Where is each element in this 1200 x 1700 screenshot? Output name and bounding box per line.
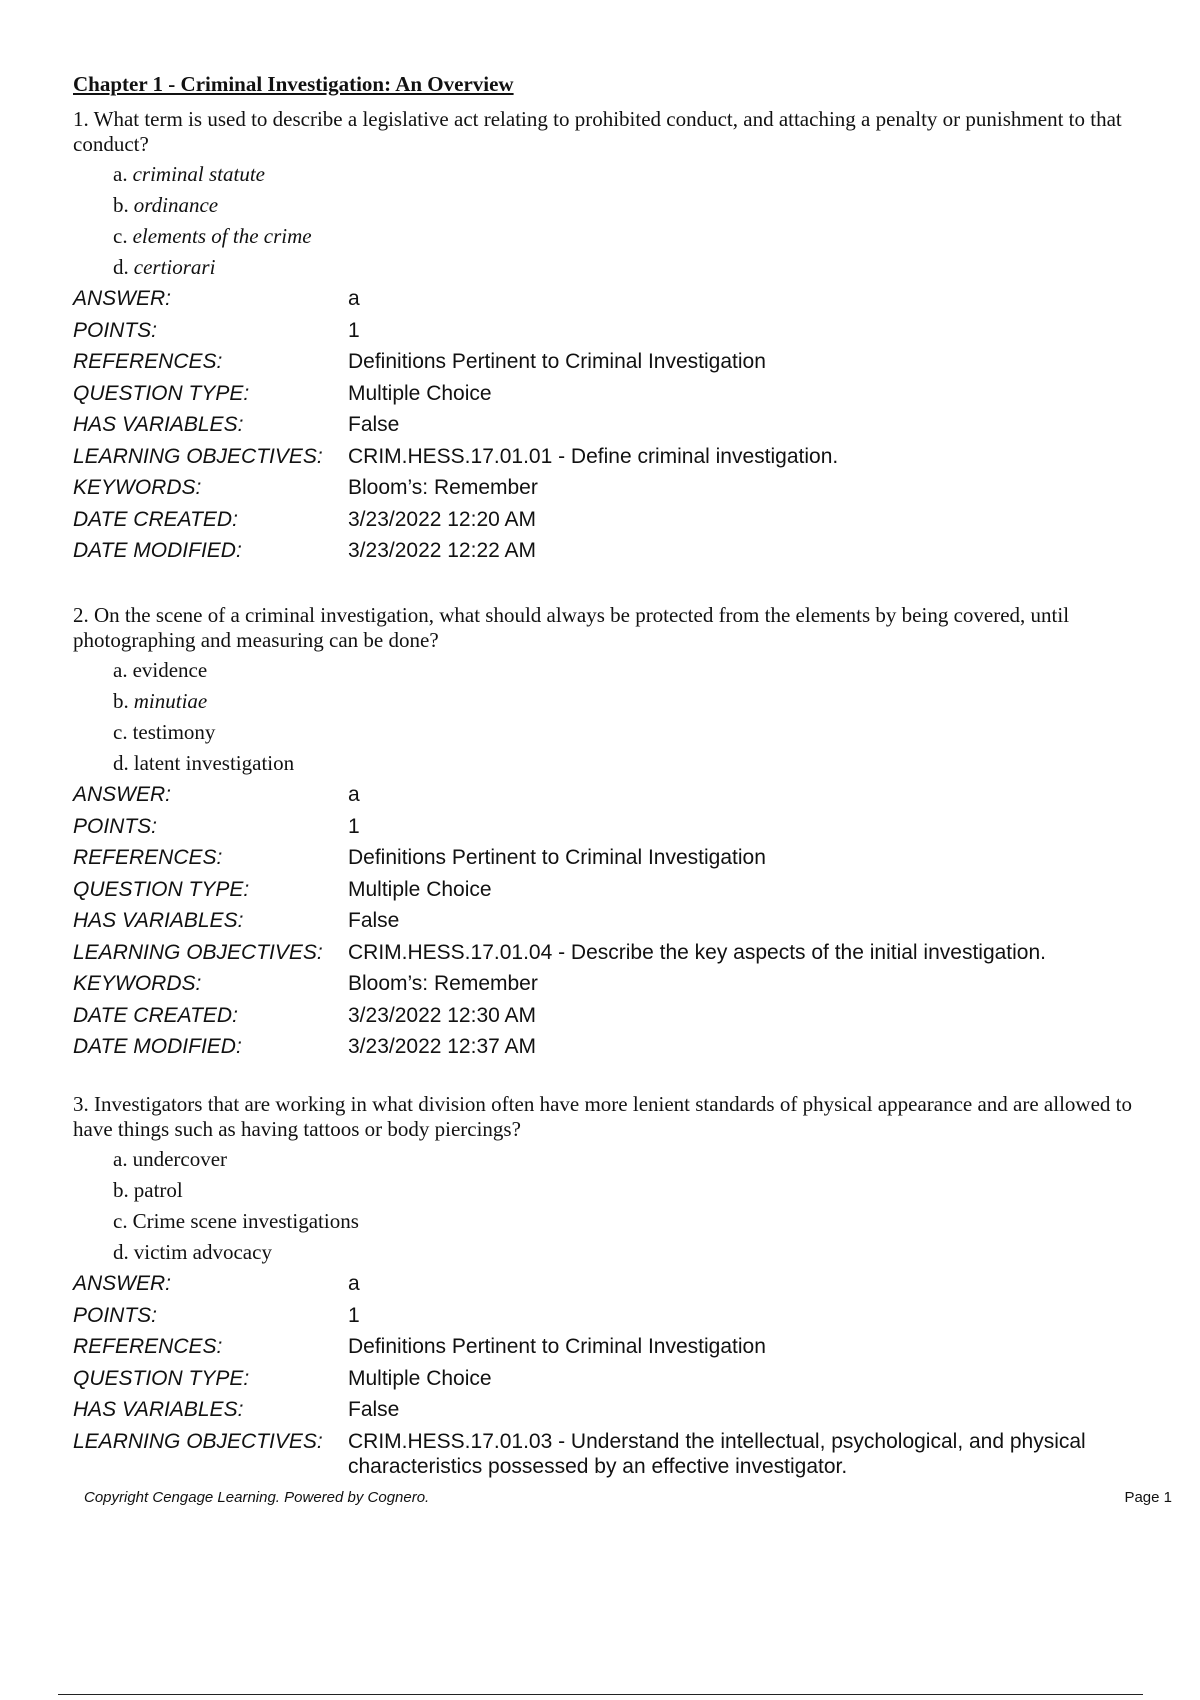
question-type-row xyxy=(73,378,1153,410)
points-label: POINTS: xyxy=(73,1303,158,1327)
learning-objectives-value: CRIM.HESS.17.01.04 - Describe the key aspects of the initial investigation. xyxy=(348,940,1047,964)
references-label: REFERENCES: xyxy=(73,846,223,869)
option-text: minutiae xyxy=(133,689,208,713)
option-text: evidence xyxy=(132,658,208,682)
option-text: testimony xyxy=(132,720,216,744)
option-d xyxy=(113,748,1153,779)
answer-row xyxy=(73,1268,1153,1300)
option-letter: a. xyxy=(113,658,128,682)
learning-objectives-row xyxy=(73,937,1153,969)
question-metadata xyxy=(73,779,1153,1063)
option-letter: a. xyxy=(113,1147,128,1171)
question-type-value: Multiple Choice xyxy=(348,381,492,405)
option-a xyxy=(113,655,1153,686)
date-modified-value: 3/23/2022 12:37 AM xyxy=(348,1035,536,1058)
question-type-row xyxy=(73,874,1153,906)
references-value: Definitions Pertinent to Criminal Investigation xyxy=(348,1335,766,1358)
option-b xyxy=(113,1175,1153,1206)
copyright-footer: Copyright Cengage Learning. Powered by Cognero. xyxy=(84,1489,430,1506)
question-metadata xyxy=(73,283,1153,567)
question-type-value: Multiple Choice xyxy=(348,1366,492,1390)
question-block xyxy=(73,603,1153,1063)
question-text: 2. On the scene of a criminal investigation, what should always be protected from the elements by being covered, until photographing and measuring can be done? xyxy=(73,603,1070,652)
question-type-label: QUESTION TYPE: xyxy=(73,1366,250,1390)
answer-options xyxy=(113,655,1153,779)
keywords-row xyxy=(73,472,1153,504)
option-letter: c. xyxy=(113,224,128,248)
option-letter: d. xyxy=(113,751,129,775)
option-letter: d. xyxy=(113,255,129,279)
points-row xyxy=(73,315,1153,347)
keywords-row xyxy=(73,968,1153,1000)
page-number: Page 1 xyxy=(1124,1489,1172,1506)
answer-label: ANSWER: xyxy=(73,287,172,310)
answer-value: a xyxy=(348,287,360,310)
answer-row xyxy=(73,283,1153,315)
bottom-divider xyxy=(58,1694,1143,1695)
option-c xyxy=(113,221,1153,252)
option-a xyxy=(113,1144,1153,1175)
references-value: Definitions Pertinent to Criminal Investigation xyxy=(348,846,766,869)
keywords-value: Bloom’s: Remember xyxy=(348,972,538,995)
option-text: Crime scene investigations xyxy=(132,1209,359,1233)
references-label: REFERENCES: xyxy=(73,350,223,373)
learning-objectives-value: CRIM.HESS.17.01.01 - Define criminal investigation. xyxy=(348,444,839,468)
points-value: 1 xyxy=(348,1303,360,1327)
date-modified-label: DATE MODIFIED: xyxy=(73,539,242,562)
question-text: 1. What term is used to describe a legislative act relating to prohibited conduct, and attaching a penalty or punishment to that conduct? xyxy=(73,107,1122,156)
learning-objectives-row xyxy=(73,1426,1153,1479)
points-value: 1 xyxy=(348,814,360,838)
option-text: ordinance xyxy=(133,193,219,217)
answer-options xyxy=(113,1144,1153,1268)
points-label: POINTS: xyxy=(73,318,158,342)
learning-objectives-label: LEARNING OBJECTIVES: xyxy=(73,940,323,964)
keywords-label: KEYWORDS: xyxy=(73,972,202,995)
option-c xyxy=(113,717,1153,748)
question-type-value: Multiple Choice xyxy=(348,877,492,901)
option-d xyxy=(113,252,1153,283)
question-block xyxy=(73,1092,1153,1479)
learning-objectives-label: LEARNING OBJECTIVES: xyxy=(73,1429,323,1453)
option-letter: d. xyxy=(113,1240,129,1264)
question-text: 3. Investigators that are working in what division often have more lenient standards of physical appearance and are allowed to have things such as having tattoos or body piercings? xyxy=(73,1092,1132,1141)
option-text: elements of the crime xyxy=(132,224,312,248)
references-row xyxy=(73,842,1153,874)
option-letter: a. xyxy=(113,162,128,186)
option-text: latent investigation xyxy=(133,751,295,775)
option-b xyxy=(113,190,1153,221)
question-block xyxy=(73,107,1153,567)
question-type-row xyxy=(73,1363,1153,1395)
answer-row xyxy=(73,779,1153,811)
references-label: REFERENCES: xyxy=(73,1335,223,1358)
date-created-value: 3/23/2022 12:30 AM xyxy=(348,1003,536,1027)
date-modified-row xyxy=(73,535,1153,567)
question-metadata xyxy=(73,1268,1153,1479)
answer-options xyxy=(113,159,1153,283)
option-text: patrol xyxy=(133,1178,183,1202)
answer-value: a xyxy=(348,1272,360,1295)
has-variables-label: HAS VARIABLES: xyxy=(73,1398,244,1421)
question-type-label: QUESTION TYPE: xyxy=(73,877,250,901)
question-type-label: QUESTION TYPE: xyxy=(73,381,250,405)
option-a xyxy=(113,159,1153,190)
has-variables-value: False xyxy=(348,413,400,436)
date-created-value: 3/23/2022 12:20 AM xyxy=(348,507,536,531)
learning-objectives-label: LEARNING OBJECTIVES: xyxy=(73,444,323,468)
option-letter: c. xyxy=(113,720,128,744)
option-letter: c. xyxy=(113,1209,128,1233)
chapter-title: Chapter 1 - Criminal Investigation: An Overview xyxy=(73,72,514,96)
learning-objectives-row xyxy=(73,441,1153,473)
has-variables-row xyxy=(73,905,1153,937)
answer-label: ANSWER: xyxy=(73,783,172,806)
points-value: 1 xyxy=(348,318,360,342)
date-modified-row xyxy=(73,1031,1153,1063)
points-row xyxy=(73,811,1153,843)
date-created-label: DATE CREATED: xyxy=(73,507,238,531)
references-row xyxy=(73,346,1153,378)
option-text: certiorari xyxy=(133,255,216,279)
date-created-row xyxy=(73,1000,1153,1032)
date-created-label: DATE CREATED: xyxy=(73,1003,238,1027)
option-c xyxy=(113,1206,1153,1237)
has-variables-row xyxy=(73,409,1153,441)
option-text: undercover xyxy=(132,1147,228,1171)
has-variables-value: False xyxy=(348,1398,400,1421)
option-text: criminal statute xyxy=(132,162,265,186)
has-variables-row xyxy=(73,1394,1153,1426)
answer-value: a xyxy=(348,783,360,806)
keywords-value: Bloom’s: Remember xyxy=(348,476,538,499)
answer-label: ANSWER: xyxy=(73,1272,172,1295)
option-b xyxy=(113,686,1153,717)
has-variables-value: False xyxy=(348,909,400,932)
date-modified-label: DATE MODIFIED: xyxy=(73,1035,242,1058)
date-created-row xyxy=(73,504,1153,536)
option-letter: b. xyxy=(113,193,129,217)
option-text: victim advocacy xyxy=(133,1240,272,1264)
points-label: POINTS: xyxy=(73,814,158,838)
option-letter: b. xyxy=(113,1178,129,1202)
references-row xyxy=(73,1331,1153,1363)
references-value: Definitions Pertinent to Criminal Investigation xyxy=(348,350,766,373)
date-modified-value: 3/23/2022 12:22 AM xyxy=(348,539,536,562)
keywords-label: KEYWORDS: xyxy=(73,476,202,499)
option-letter: b. xyxy=(113,689,129,713)
has-variables-label: HAS VARIABLES: xyxy=(73,413,244,436)
learning-objectives-value: CRIM.HESS.17.01.03 - Understand the intellectual, psychological, and physical characteristics possessed by an effective investigator. xyxy=(348,1429,1086,1478)
option-d xyxy=(113,1237,1153,1268)
has-variables-label: HAS VARIABLES: xyxy=(73,909,244,932)
points-row xyxy=(73,1300,1153,1332)
